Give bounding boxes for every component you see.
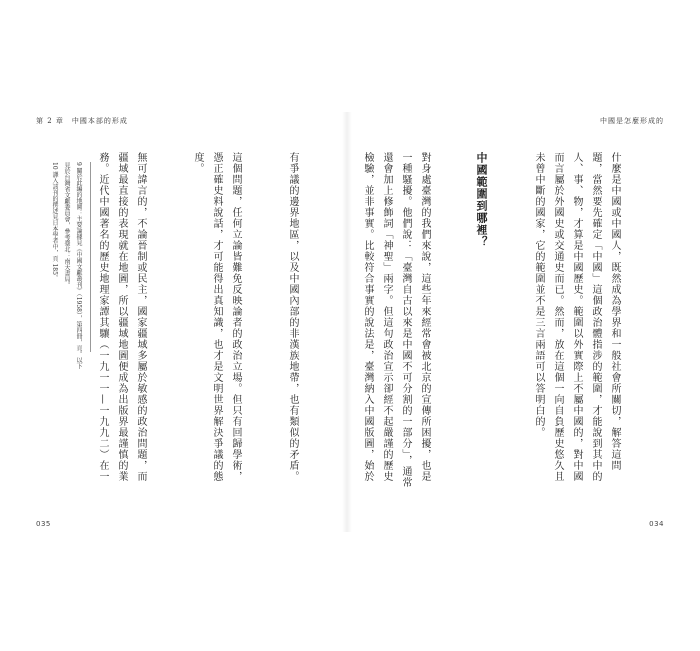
- paragraph: 有爭議的邊界地區，以及中國內部的非漢族地帶，也有類似的矛盾。: [287, 152, 298, 482]
- footnote-rule: [90, 162, 91, 352]
- paragraph: 這個問題，任何立論皆難免反映論者的政治立場。但只有回歸學術，憑正確史料說話，才可能得出真知識，也才是文明世界解決爭議的態度。: [192, 152, 241, 482]
- body-text: [362, 152, 662, 492]
- paragraph: 什麼是中國或中國人，既然成為學界和一般社會所關切，解答這問題，當然要先確定「中國」這個政治體指涉的範圍，才能說到其中的人、事、物，才算是中國歷史。範圍以外實際上不屬中國的，對中國而言屬於外國史或交通史而已。然而，放在這個一向自負歷史悠久且未曾中斷的國家，它的範圍並不是三言兩語可以答明白的。: [533, 152, 620, 482]
- running-head: 第 2 章 中國本部的形成: [36, 117, 128, 125]
- footnotes: 9 關於此編的地圖：主要論據見《中國文獻叢刊》（1958），第四冊，頁。以下見於台灣省文獻委員會，參考臺北：南天書局。 10 譯入該刊的撰述見日本學者中，頁 185。: [51, 162, 82, 369]
- body-text: [90, 152, 340, 492]
- section-heading: 中國範圍到哪裡？: [475, 152, 488, 248]
- paragraph: 無可諱言的，不論晉制或民主，國家疆域多屬於敏感的政治問題，而疆域最直接的表現就在地圖，所以疆域地圖便成為出版界最謹慎的業務。近代中國著名的歷史地理家譚其驤（一九一一—一九九二）在一: [97, 152, 146, 482]
- running-head: 中國是怎麼形成的: [600, 117, 664, 125]
- page-number: 035: [36, 520, 51, 528]
- paragraph: 對身處臺灣的我們來說，這些年來經常會被北京的宣傳所困擾，也是一種騷擾。他們說：「臺灣自古以來是中國不可分割的一部分」，通常還會加上修飾詞「神聖」兩字。但這句政治宣示卻經不起嚴謹的歷史檢驗，並非事實。比較符合事實的說法是，臺灣納入中國版圖，始於: [362, 152, 430, 488]
- page-number: 034: [649, 520, 664, 528]
- gutter: [342, 112, 352, 532]
- left-page: [30, 112, 348, 532]
- right-page: [352, 112, 670, 532]
